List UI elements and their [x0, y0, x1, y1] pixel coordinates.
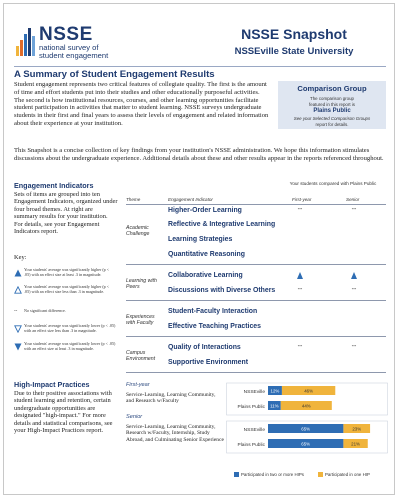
hip-first-year-list: Service-Learning, Learning Community, and Research w/Faculty	[126, 392, 216, 405]
key-label: Key:	[14, 254, 27, 261]
data-label: 21%	[351, 441, 360, 447]
indicator-row: Student-Faculty Interaction	[168, 308, 258, 315]
theme-experiences-with-faculty: Experiences with Faculty	[126, 314, 155, 327]
table-bottom-rule	[126, 372, 386, 373]
senior-column-header: Senior	[346, 197, 360, 202]
hip-senior-list: Service-Learning, Learning Community, Research w/Faculty, Internship, Study Abroad, and Culminating Senior Experience	[126, 424, 224, 443]
triangle-up-solid-icon	[14, 269, 22, 277]
logo-wordmark: NSSE	[39, 24, 93, 45]
table-header-rule	[126, 204, 386, 205]
theme-campus-environment: Campus Environment	[126, 350, 156, 363]
hip-senior-label: Senior	[126, 414, 143, 420]
summary-title: A Summary of Student Engagement Results	[14, 69, 215, 80]
legend-label: Participated in one HIP	[325, 472, 370, 477]
comparison-group-text: The comparison group	[310, 96, 354, 101]
legend-swatch	[318, 472, 323, 477]
key-item: Your students' average was significantly lower (p < .05) with an effect size at least .3 in magnitude.	[24, 341, 116, 351]
first-year-result: --	[297, 343, 303, 350]
indicator-row: Reflective & Integrative Learning	[168, 221, 276, 228]
data-label: 44%	[301, 403, 311, 409]
data-label: 12%	[270, 388, 280, 394]
data-label: 65%	[301, 441, 311, 447]
comparison-group-box	[278, 81, 386, 129]
logo-bars-icon	[16, 26, 36, 56]
significant-higher-icon	[351, 272, 357, 279]
indicator-row: Quality of Interactions	[168, 344, 241, 351]
hip-first-year-label: First-year	[126, 382, 150, 388]
key-item: Your students' average was significantly higher (p < .05) with an effect size less than .3 in magnitude.	[24, 284, 110, 294]
indicator-row: Discussions with Diverse Others	[168, 287, 276, 294]
summary-intro-2: This Snapshot is a concise collection of key findings from your institution's NSSE administration. We hope this information stimulates discussions about the undergraduate experience. Additional details about these and other results appear in the reports referenced throughout.	[14, 147, 384, 162]
snapshot-page	[3, 3, 395, 495]
hip-body: Due to their positive associations with student learning and retention, certain undergraduate opportunities are designated "high-impact." For more details and statistical comparisons, see your High-Impact Practices report.	[14, 390, 113, 435]
indicator-row: Higher-Order Learning	[168, 207, 242, 214]
indicator-row: Effective Teaching Practices	[168, 323, 261, 330]
indicator-row: Collaborative Learning	[168, 272, 243, 279]
no-difference-icon: --	[14, 308, 18, 314]
triangle-up-outline-icon	[14, 286, 22, 294]
data-label: 65%	[301, 426, 311, 432]
key-item: No significant difference.	[24, 308, 66, 313]
summary-intro: Student engagement represents two critical features of collegiate quality. The first is the amount of time and effort students put into their studies and other educationally purposeful activities. The second is how institutional resources, courses, and other learning opportunities facilitate student participation in activities that matter to student learning. NSSE surveys undergraduate students in their first and final years to assess their levels of engagement and related information about their experience at your institution.	[14, 81, 269, 127]
theme-academic-challenge: Academic Challenge	[126, 225, 150, 238]
key-item: Your students' average was significantly higher (p < .05) with an effect size at least .3 in magnitude.	[24, 267, 110, 277]
senior-result: --	[351, 286, 357, 293]
nsse-logo	[16, 22, 116, 64]
senior-result: --	[351, 343, 357, 350]
indicator-row: Supportive Environment	[168, 359, 249, 366]
logo-subtitle: national survey of student engagement	[39, 43, 109, 60]
institution-name: NSSEville State University	[234, 46, 354, 57]
page-title: NSSE Snapshot	[241, 26, 347, 42]
indicator-row: Quantitative Reasoning	[168, 251, 245, 258]
data-label: 23%	[352, 426, 362, 432]
first-year-result: --	[297, 286, 303, 293]
first-year-column-header: First-year	[292, 197, 312, 202]
table-row-rule	[126, 336, 386, 337]
table-row-rule	[126, 300, 386, 301]
triangle-down-outline-icon	[14, 325, 22, 333]
indicator-column-header: Engagement Indicator	[168, 197, 213, 202]
comparison-group-name: Plains Public	[313, 108, 351, 114]
data-label: 11%	[270, 403, 279, 409]
theme-learning-with-peers: Learning with Peers	[126, 278, 157, 291]
hip-chart	[226, 380, 388, 484]
senior-result: --	[351, 206, 357, 213]
engagement-indicators-body: Sets of items are grouped into ten Engagement Indicators, organized under four broad themes. At right are summary results for your institution. For details, see your Engagement Indicators report.	[14, 191, 118, 236]
category-label: NSSEville	[243, 389, 265, 395]
category-label: Plains Public	[237, 442, 265, 448]
header-divider	[14, 66, 386, 67]
theme-column-header: Theme	[126, 197, 141, 202]
data-label: 46%	[304, 388, 313, 394]
indicator-row: Learning Strategies	[168, 236, 233, 243]
first-year-result: --	[297, 206, 303, 213]
comparison-group-note: report for details.	[315, 122, 349, 127]
comparison-group-text: featured in this report is	[309, 102, 355, 107]
triangle-down-solid-icon	[14, 343, 22, 351]
category-label: Plains Public	[237, 404, 265, 410]
key-item: Your students' average was significantly lower (p < .05) with an effect size less than .3 in magnitude.	[24, 323, 116, 333]
hip-title: High-Impact Practices	[14, 380, 90, 389]
comparison-header: Your students compared with Plains Public	[289, 181, 377, 186]
engagement-indicators-title: Engagement Indicators	[14, 181, 94, 190]
significant-higher-icon	[297, 272, 303, 279]
comparison-group-note: See your Selected Comparison Groups	[293, 116, 371, 121]
legend-swatch	[234, 472, 239, 477]
comparison-group-title: Comparison Group	[297, 84, 367, 93]
legend-label: Participated in two or more HIPs	[241, 472, 304, 477]
category-label: NSSEville	[243, 427, 265, 433]
table-row-rule	[126, 264, 386, 265]
